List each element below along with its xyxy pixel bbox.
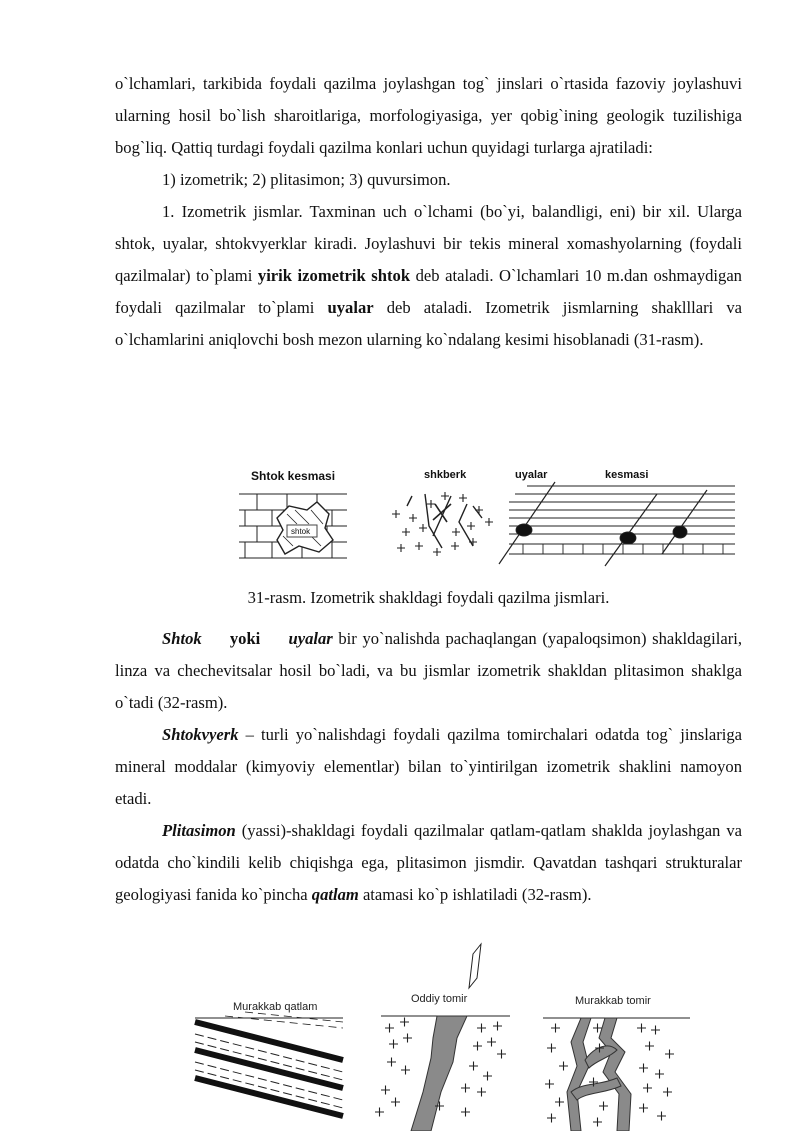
figure32-label-murakkab-tomir: Murakkab tomir	[575, 995, 651, 1007]
term-shtokvyerk: Shtokvyerk	[162, 725, 239, 744]
figure31-label-shkberk: shkberk	[424, 469, 467, 481]
uyalar-nest-1	[516, 524, 532, 536]
uyalar-nest-2	[620, 532, 636, 544]
paragraph-plitasimon: Plitasimon (yassi)-shakldagi foydali qazilmalar qatlam-qatlam shaklda joylashgan va odatda cho`kindili kelib chiqishga ega, plitasimon jismdir. Qavatdan tashqari strukturalar geologiyasi fanida ko`pincha qatlam atamasi ko`p ishlatiladi (32-rasm).	[115, 821, 742, 904]
term-qatlam: qatlam	[311, 885, 359, 904]
term-uyalar: uyalar	[327, 298, 374, 317]
oddiy-tomir-section	[375, 1016, 510, 1131]
paragraph-shtok-uyalar: Shtok yoki uyalar bir yo`nalishda pachaqlangan (yapaloqsimon) shakldagilari, linza va chechevitsalar hosil bo`ladi, va bu jismlar izometrik shakldan plitasimon shaklga o`tadi (32-rasm).	[115, 629, 742, 712]
murakkab-qatlam-section	[195, 1012, 343, 1116]
figure31-label-kesmasi: kesmasi	[605, 469, 649, 481]
term-yirik-izometrik-shtok: yirik izometrik shtok	[257, 266, 411, 285]
figure31-label-uyalar: uyalar	[515, 469, 548, 481]
term-shtok: Shtok	[162, 629, 202, 648]
uyalar-nest-3	[673, 526, 687, 538]
figure-32-diagram	[185, 942, 705, 1131]
paragraph-shtokvyerk: Shtokvyerk – turli yo`nalishdagi foydali qazilma tomirchalari odatda tog` jinslariga mineral moddalar (kimyoviy elementlar) bilan to`yintirilgan izometrik shaklini namoyon etadi.	[115, 725, 742, 808]
shtok-inner-label: shtok	[291, 527, 311, 536]
paragraph-1: o`lchamlari, tarkibida foydali qazilma joylashgan tog` jinslari o`rtasida fazoviy joylashuvi ularning hosil bo`lish sharoitlariga, morfologiyasiga, yer qobig`ining geologik tuzilishiga bog`liq. Qattiq turdagi foydali qazilma konlari uchun quyidagi turlarga ajratiladi:	[115, 74, 742, 157]
term-plitasimon: Plitasimon	[162, 821, 236, 840]
uyalar-section	[499, 482, 735, 566]
figure32-label-murakkab-qatlam: Murakkab qatlam	[233, 1001, 318, 1013]
term-yoki: yoki	[229, 629, 261, 648]
paragraph-types-list: 1) izometrik; 2) plitasimon; 3) quvursimon.	[162, 170, 451, 189]
murakkab-tomir-section	[543, 1018, 690, 1131]
figure32-label-oddiy-tomir: Oddiy tomir	[411, 993, 468, 1005]
north-arrow-icon	[469, 944, 481, 988]
document-body	[115, 68, 742, 356]
figure31-title-shtok: Shtok kesmasi	[251, 469, 336, 483]
shtokverk-section	[383, 490, 499, 560]
document-body-2	[115, 623, 742, 911]
paragraph-izometrik: 1. Izometrik jismlar. Taxminan uch o`lchami (bo`yi, balandligi, eni) bir xil. Ularga shtok, uyalar, shtokvyerklar kiradi. Joylashuvi bir tekis mineral xomashyolarning (foydali qazilmalar) to`plami yirik izometrik shtok deb ataladi. O`lchamlari 10 m.dan oshmaydigan foydali qazilmalar to`plami uyalar deb ataladi. Izometrik jismlarning shaklllari va o`lchamlarini aniqlovchi bosh mezon ularning ko`ndalang kesimi hisoblanadi (31-rasm).	[115, 202, 742, 349]
figure31-caption: 31-rasm. Izometrik shakldagi foydali qazilma jismlari.	[247, 588, 610, 607]
shtok-section	[239, 494, 347, 558]
figure-31-diagram	[237, 466, 737, 576]
term-uyalar-italic: uyalar	[288, 629, 333, 648]
